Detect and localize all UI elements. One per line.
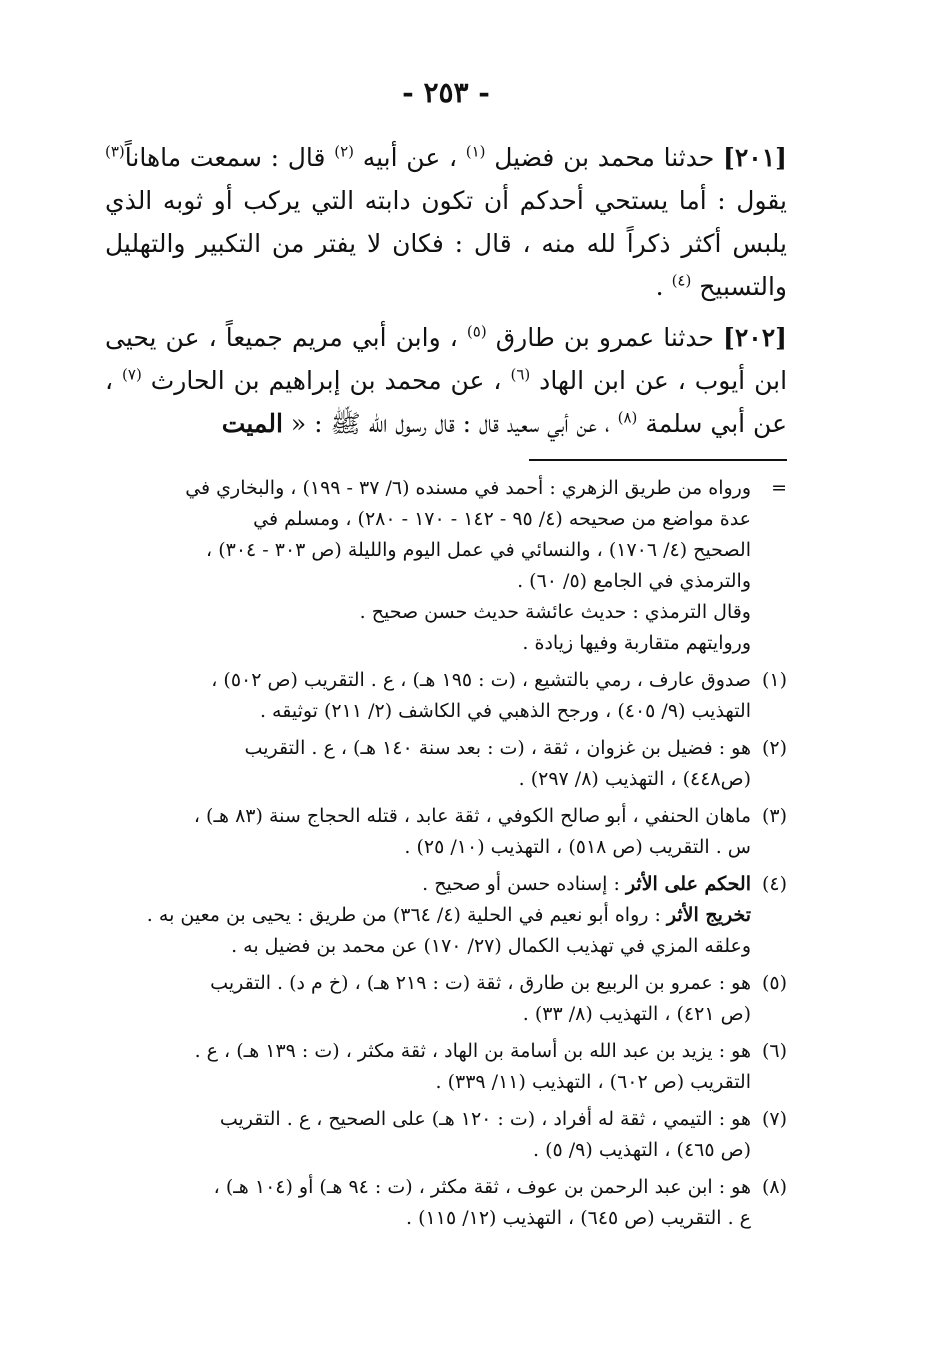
footnote-line: ماهان الحنفي ، أبو صالح الكوفي ، ثقة عابد ، قتله الحجاج سنة (٨٣ هـ) ، bbox=[193, 805, 751, 827]
hadith-text: حدثنا عمرو بن طارق bbox=[486, 323, 724, 352]
footnote-line: ورواه من طريق الزهري : أحمد في مسنده (٦/ ٣٧ - ١٩٩) ، والبخاري في bbox=[185, 477, 751, 499]
footnote-label: الحكم على الأثر bbox=[625, 873, 751, 895]
footnote-line: س . التقريب (ص ٥١٨) ، التهذيب (١٠/ ٢٥) . bbox=[404, 836, 751, 858]
footnote-5 bbox=[105, 968, 787, 1030]
footnote-line: التهذيب (٩/ ٤٠٥) ، ورجح الذهبي في الكاشف (٢/ ٢١١) توثيقه . bbox=[259, 700, 751, 722]
hadith-text: قال : سمعت ماهاناً bbox=[124, 143, 335, 172]
footnote-line bbox=[105, 900, 751, 931]
footnote-marker: (٥) bbox=[761, 972, 787, 994]
footnote-line: (ص ٤٢١) ، التهذيب (٨/ ٣٣) . bbox=[522, 1003, 751, 1025]
footnote-marker: (٤) bbox=[761, 873, 787, 895]
footnote-marker: (٢) bbox=[761, 737, 787, 759]
footnote-3 bbox=[105, 801, 787, 863]
footnote-ref[interactable]: (٦) bbox=[510, 365, 531, 384]
footnote-text: : إسناده حسن أو صحيح . bbox=[422, 873, 626, 895]
footnote-line: هو : ابن عبد الرحمن بن عوف ، ثقة مكثر ، (ت : ٩٤ هـ) أو (١٠٤ هـ) ، bbox=[213, 1176, 751, 1198]
footnote-marker: (٣) bbox=[761, 805, 787, 827]
footnote-ref[interactable]: (٣) bbox=[105, 142, 125, 161]
footnote-ref[interactable]: (٢) bbox=[334, 142, 354, 161]
footnote-ref[interactable]: (٥) bbox=[466, 322, 487, 341]
hadith-text: ، عن أبيه bbox=[354, 143, 466, 172]
footnote-line bbox=[105, 869, 751, 900]
footnote-line: والترمذي في الجامع (٥/ ٦٠) . bbox=[517, 570, 751, 592]
footnote-6 bbox=[105, 1036, 787, 1098]
footnote-line: عدة مواضع من صحيحه (٤/ ٩٥ - ١٤٢ - ١٧٠ - ٢٨٠) ، ومسلم في bbox=[253, 508, 751, 530]
footnote-line: ع . التقريب (ص ٦٤٥) ، التهذيب (١٢/ ١١٥) . bbox=[406, 1207, 751, 1229]
footnote-text: : رواه أبو نعيم في الحلية (٤/ ٣٦٤) من طريق : يحيى بن معين به . bbox=[146, 904, 667, 926]
footnote-ref[interactable]: (١) bbox=[465, 142, 486, 161]
footnote-marker: (١) bbox=[761, 669, 787, 691]
page-number: - ٢٥٣ - bbox=[402, 76, 490, 109]
footnote-divider bbox=[529, 459, 787, 461]
footnote-marker: (٧) bbox=[761, 1108, 787, 1130]
footnote-marker: (٨) bbox=[761, 1176, 787, 1198]
footnote-marker: = bbox=[771, 477, 787, 499]
footnote-continued bbox=[105, 473, 787, 659]
hadith-number: [٢٠١] bbox=[723, 143, 788, 172]
footnote-line: وعلقه المزي في تهذيب الكمال (٢٧/ ١٧٠) عن محمد بن فضيل به . bbox=[231, 935, 751, 957]
footnote-line: وروايتهم متقاربة وفيها زيادة . bbox=[522, 632, 751, 654]
footnotes bbox=[105, 473, 787, 1234]
footnote-line: (ص٤٤٨) ، التهذيب (٨/ ٢٩٧) . bbox=[518, 768, 751, 790]
footnote-8 bbox=[105, 1172, 787, 1234]
hadith-202 bbox=[105, 316, 787, 445]
footnote-line: التقريب (ص ٦٠٢) ، التهذيب (١١/ ٣٣٩) . bbox=[435, 1071, 751, 1093]
hadith-text: ، وابن أبي مريم جميعاً ، عن يحيى ابن أيوب ، عن ابن الهاد bbox=[105, 323, 788, 395]
footnote-2 bbox=[105, 733, 787, 795]
footnote-line: صدوق عارف ، رمي بالتشيع ، (ت : ١٩٥ هـ) ، ع . التقريب (ص ٥٠٢) ، bbox=[211, 669, 751, 691]
footnote-label: تخريج الأثر bbox=[666, 904, 751, 926]
footnote-line: وقال الترمذي : حديث عائشة حديث حسن صحيح . bbox=[359, 601, 751, 623]
hadith-text: ، عن أبي سلمة bbox=[105, 366, 787, 438]
footnote-4 bbox=[105, 869, 787, 962]
hadith-text: . bbox=[655, 272, 672, 301]
footnote-ref[interactable]: (٤) bbox=[671, 271, 692, 290]
footnote-line: هو : فضيل بن غزوان ، ثقة ، (ت : بعد سنة ١٤٠ هـ) ، ع . التقريب bbox=[244, 737, 751, 759]
hadith-text: حدثنا محمد بن فضيل bbox=[485, 143, 724, 172]
footnote-line: هو : يزيد بن عبد الله بن أسامة بن الهاد ، ثقة مكثر ، (ت : ١٣٩ هـ) ، ع . bbox=[194, 1040, 751, 1062]
footnote-line: الصحيح (٤/ ١٧٠٦) ، والنسائي في عمل اليوم والليلة (ص ٣٠٣ - ٣٠٤) ، bbox=[206, 539, 751, 561]
footnote-line: (ص ٤٦٥) ، التهذيب (٩/ ٥) . bbox=[532, 1139, 751, 1161]
footnote-ref[interactable]: (٨) bbox=[617, 408, 638, 427]
hadith-text: ، عن أبي سعيد قال : قال رسول الله ﷺ : « bbox=[282, 409, 618, 438]
hadith-text: ، عن محمد بن إبراهيم بن الحارث bbox=[141, 366, 511, 395]
hadith-number: [٢٠٢] bbox=[723, 323, 788, 352]
hadith-201 bbox=[105, 136, 787, 308]
footnote-7 bbox=[105, 1104, 787, 1166]
footnote-line: هو : عمرو بن الربيع بن طارق ، ثقة (ت : ٢١٩ هـ) ، (خ م د) . التقريب bbox=[210, 972, 751, 994]
hadith-text-bold: الميت bbox=[221, 409, 283, 438]
footnote-line: هو : التيمي ، ثقة له أفراد ، (ت : ١٢٠ هـ) على الصحيح ، ع . التقريب bbox=[219, 1108, 751, 1130]
footnote-1 bbox=[105, 665, 787, 727]
footnote-marker: (٦) bbox=[761, 1040, 787, 1062]
footnote-ref[interactable]: (٧) bbox=[122, 365, 142, 384]
hadith-text: يقول : أما يستحي أحدكم أن تكون دابته التي يركب أو ثوبه الذي يلبس أكثر ذكراً لله منه ، قال : فكان لا يفتر من التكبير والتهليل والتسبيح bbox=[105, 186, 787, 301]
